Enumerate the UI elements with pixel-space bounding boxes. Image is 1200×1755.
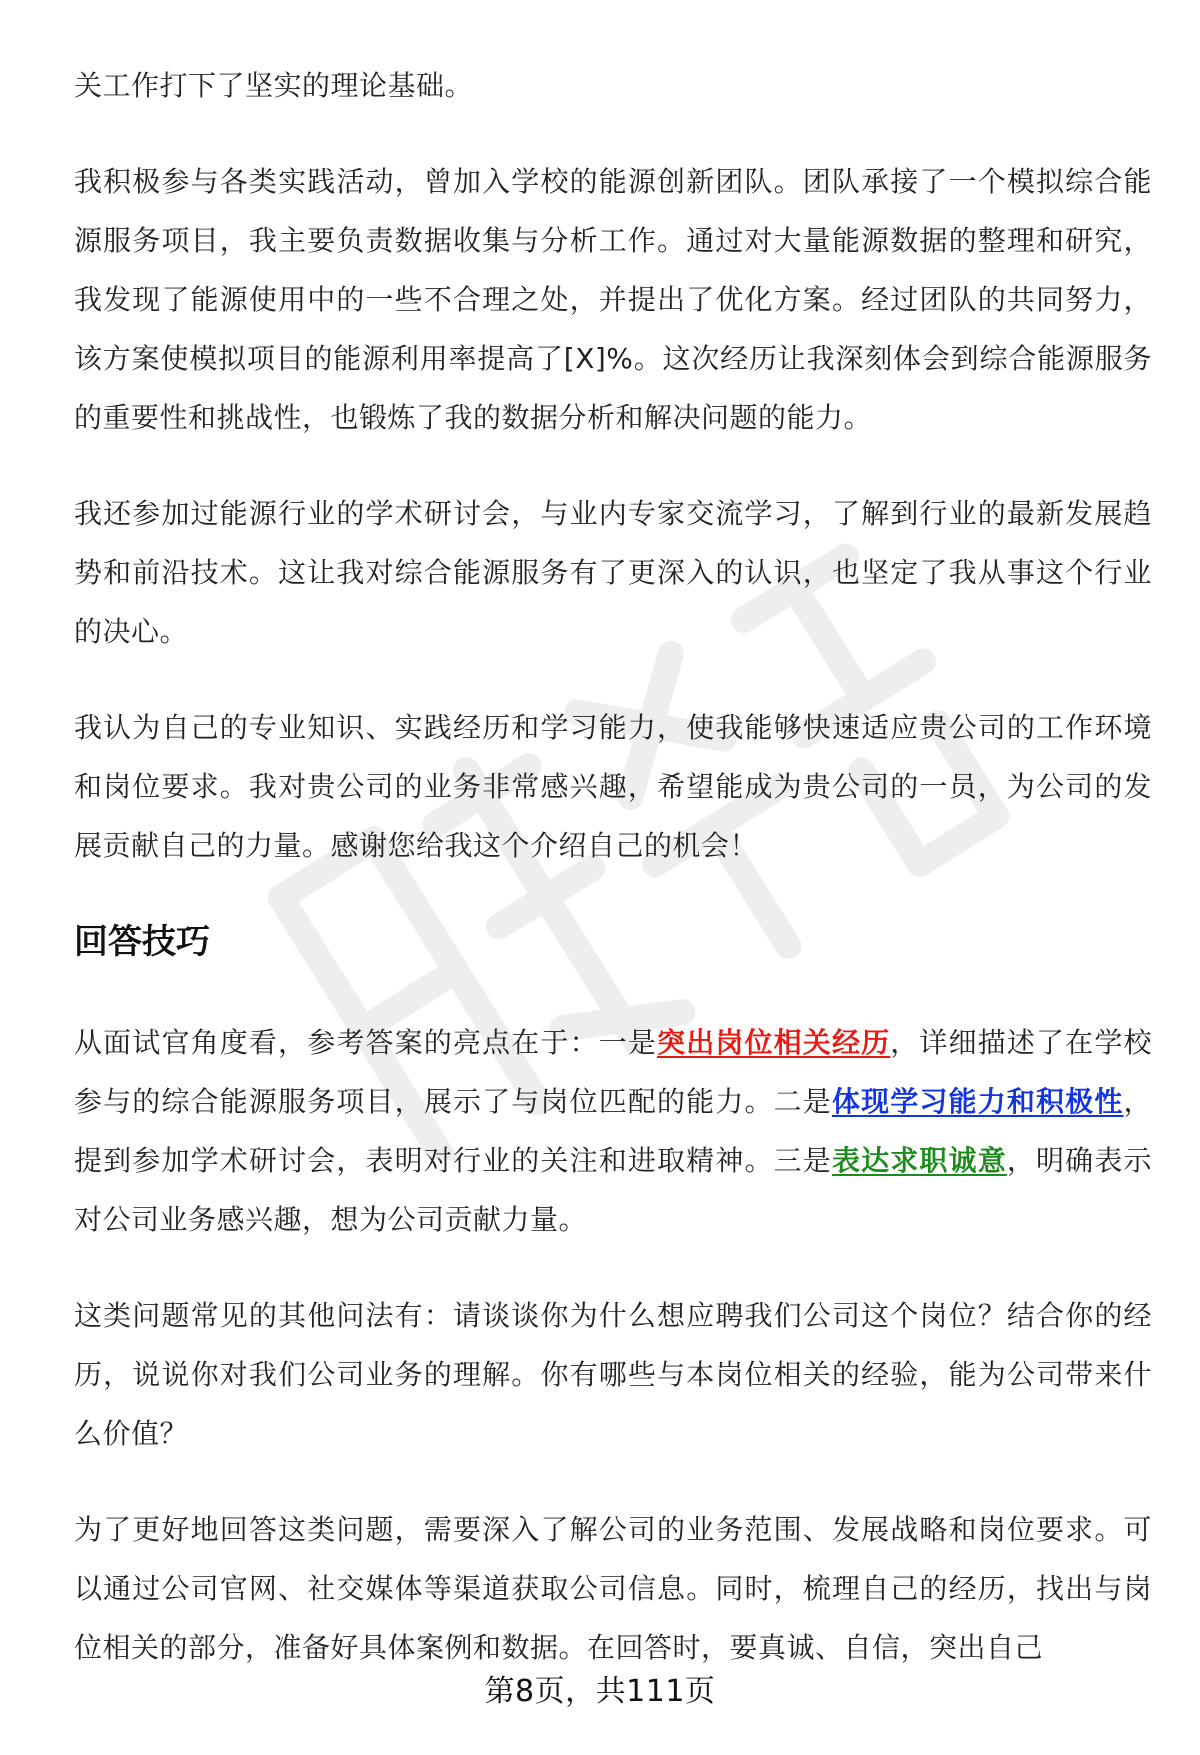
tips-text-part1: 从面试官角度看，参考答案的亮点在于：一是: [74, 1026, 658, 1059]
tips-text-part2: ，详细描述了在学校参与的综合能源服务项目，展示了与岗位匹配的能力。二是: [74, 1026, 1152, 1118]
highlight-learning-ability: 体现学习能力和积极性: [831, 1085, 1124, 1118]
page-number-footer: 第8页，共111页: [484, 1674, 716, 1709]
paragraph-preparation-advice: 为了更好地回答这类问题，需要深入了解公司的业务范围、发展战略和岗位要求。可以通过公司官网、社交媒体等渠道获取公司信息。同时，梳理自己的经历，找出与岗位相关的部分，准备好具体案例和数据。在回答时，要真诚、自信，突出自己: [74, 1513, 1152, 1664]
paragraph-academic-seminar: 我还参加过能源行业的学术研讨会，与业内专家交流学习，了解到行业的最新发展趋势和前沿技术。这让我对综合能源服务有了更深入的认识，也坚定了我从事这个行业的决心。: [74, 497, 1152, 648]
paragraph-intro-continued: 关工作打下了坚实的理论基础。: [74, 69, 474, 102]
highlight-relevant-experience: 突出岗位相关经历: [657, 1026, 891, 1059]
section-heading: 回答技巧: [74, 922, 210, 962]
paragraph-other-questions: 这类问题常见的其他问法有：请谈谈你为什么想应聘我们公司这个岗位？结合你的经历，说说你对我们公司业务的理解。你有哪些与本岗位相关的经验，能为公司带来什么价值？: [74, 1299, 1152, 1450]
tips-text-part3: ，提到参加学术研讨会，表明对行业的关注和进取精神。三是: [74, 1085, 1152, 1177]
tips-text-part4: ，明确表示对公司业务感兴趣，想为公司贡献力量。: [74, 1144, 1152, 1236]
paragraph-tips: [74, 1013, 1152, 1249]
paragraph-practice-experience: 我积极参与各类实践活动，曾加入学校的能源创新团队。团队承接了一个模拟综合能源服务项目，我主要负责数据收集与分析工作。通过对大量能源数据的整理和研究，我发现了能源使用中的一些不合理之处，并提出了优化方案。经过团队的共同努力，该方案使模拟项目的能源利用率提高了[X]%。这次经历让我深刻体会到综合能源服务的重要性和挑战性，也锻炼了我的数据分析和解决问题的能力。: [74, 165, 1152, 434]
highlight-sincerity: 表达求职诚意: [831, 1144, 1007, 1177]
paragraph-closing-statement: 我认为自己的专业知识、实践经历和学习能力，使我能够快速适应贵公司的工作环境和岗位要求。我对贵公司的业务非常感兴趣，希望能成为贵公司的一员，为公司的发展贡献自己的力量。感谢您给我这个介绍自己的机会！: [74, 711, 1152, 862]
page-content: [74, 56, 1152, 1714]
